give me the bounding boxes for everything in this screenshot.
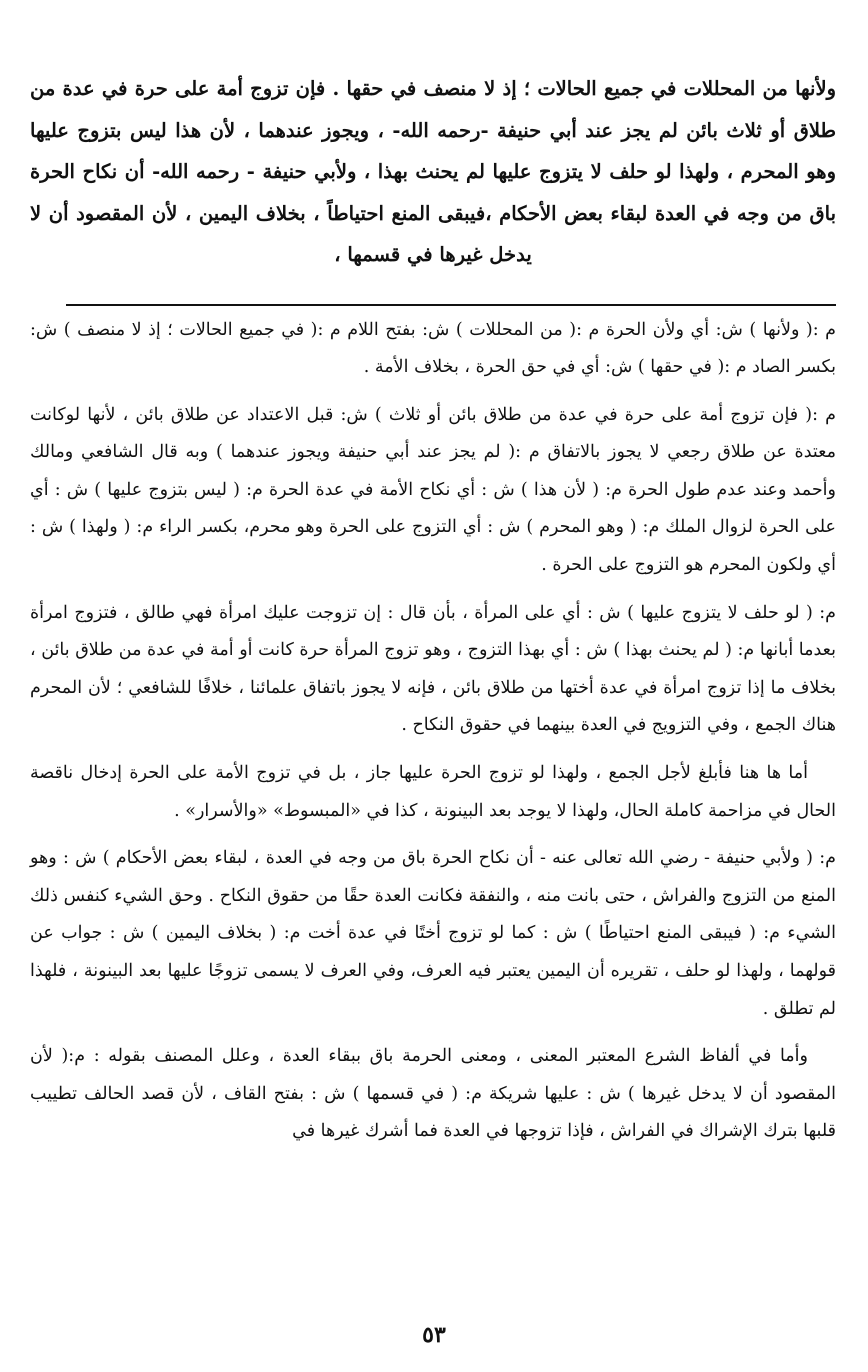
commentary (30, 312, 836, 1151)
commentary-paragraph: وأما في ألفاظ الشرع المعتبر المعنى ، ومعنى الحرمة باق ببقاء العدة ، وعلل المصنف بقوله : م:( لأن المقصود أن لا يدخل غيرها ) ش : عليها شريكة م: ( في قسمها ) ش : بفتح القاف ، لأن قصد الحالف تطييب قلبها بترك الإشراك في الفراش ، فإذا تزوجها في العدة فما أشرك غيرها في (30, 1046, 836, 1142)
book-page (30, 68, 836, 1161)
page-number: ٥٣ (422, 1322, 446, 1348)
commentary-paragraph: م: ( ولأبي حنيفة - رضي الله تعالى عنه - أن نكاح الحرة باق من وجه في العدة ، لبقاء بعض الأحكام ) ش : وهو المنع من التزوج والفراش ، حتى بانت منه ، والنفقة فكانت العدة حقًا من حقوق النكاح . وحق الشيء كنفس ذلك الشيء م: ( فيبقى المنع احتياطًا ) ش : كما لو تزوج أختًا في عدة أخت م: ( بخلاف اليمين ) ش : جواب عن قولهما ، ولهذا لو حلف ، تقريره أن اليمين يعتبر فيه العرف، وفي العرف لا يسمى تزوجًا عليها بعد البينونة ، فلهذا لم تطلق . (30, 848, 836, 1019)
main-text: ولأنها من المحللات في جميع الحالات ؛ إذ لا منصف في حقها . فإن تزوج أمة على حرة في عدة من طلاق أو ثلاث بائن لم يجز عند أبي حنيفة -رحمه الله- ، ويجوز عندهما ، لأن هذا ليس بتزوج عليها وهو المحرم ، ولهذا لو حلف لا يتزوج عليها لم يحنث بهذا ، ولأبي حنيفة - رحمه الله- أن نكاح الحرة باق من وجه في العدة لبقاء بعض الأحكام ،فيبقى المنع احتياطاً ، بخلاف اليمين ، لأن المقصود أن لا يدخل غيرها في قسمها ، (30, 77, 836, 266)
commentary-paragraph: أما ها هنا فأبلغ لأجل الجمع ، ولهذا لو تزوج الحرة عليها جاز ، بل في تزوج الأمة على الحرة إدخال ناقصة الحال في مزاحمة كاملة الحال، ولهذا لا يوجد بعد البينونة ، كذا في «المبسوط» «والأسرار» . (30, 763, 836, 821)
commentary-paragraph: م :( ولأنها ) ش: أي ولأن الحرة م :( من المحللات ) ش: بفتح اللام م :( في جميع الحالات ؛ إذ لا منصف ) ش: بكسر الصاد م :( في حقها ) ش: أي في حق الحرة ، بخلاف الأمة . (30, 319, 836, 378)
separator-rule (66, 304, 836, 306)
commentary-paragraph: م :( فإن تزوج أمة على حرة في عدة من طلاق بائن أو ثلاث ) ش: قبل الاعتداد عن طلاق بائن ، لأنها لوكانت معتدة عن طلاق رجعي لا يجوز بالاتفاق م :( لم يجز عند أبي حنيفة ويجوز عندهما ) وبه قال الشافعي ومالك وأحمد وعند عدم طول الحرة م: ( لأن هذا ) ش : أي نكاح الأمة في عدة الحرة م: ( ليس بتزوج عليها ) ش : أي على الحرة لزوال الملك م: ( وهو المحرم ) ش : أي التزوج على الحرة وهو محرم، بكسر الراء م: ( ولهذا ) ش : أي ولكون المحرم هو التزوج على الحرة . (30, 404, 836, 576)
commentary-paragraph: م: ( لو حلف لا يتزوج عليها ) ش : أي على المرأة ، بأن قال : إن تزوجت عليك امرأة فهي طالق ، فتزوج امرأة بعدما أبانها م: ( لم يحنث بهذا ) ش : أي بهذا التزوج ، وهو تزوج المرأة حرة كانت أو أمة في عدة من طلاق بائن ، بخلاف ما إذا تزوج امرأة في عدة أختها من طلاق بائن ، فإنه لا يجوز باتفاق علمائنا ، خلافًا للشافعي ؛ لأن المحرم هناك الجمع ، وفي التزويج في العدة بينهما في حقوق النكاح . (30, 602, 836, 736)
